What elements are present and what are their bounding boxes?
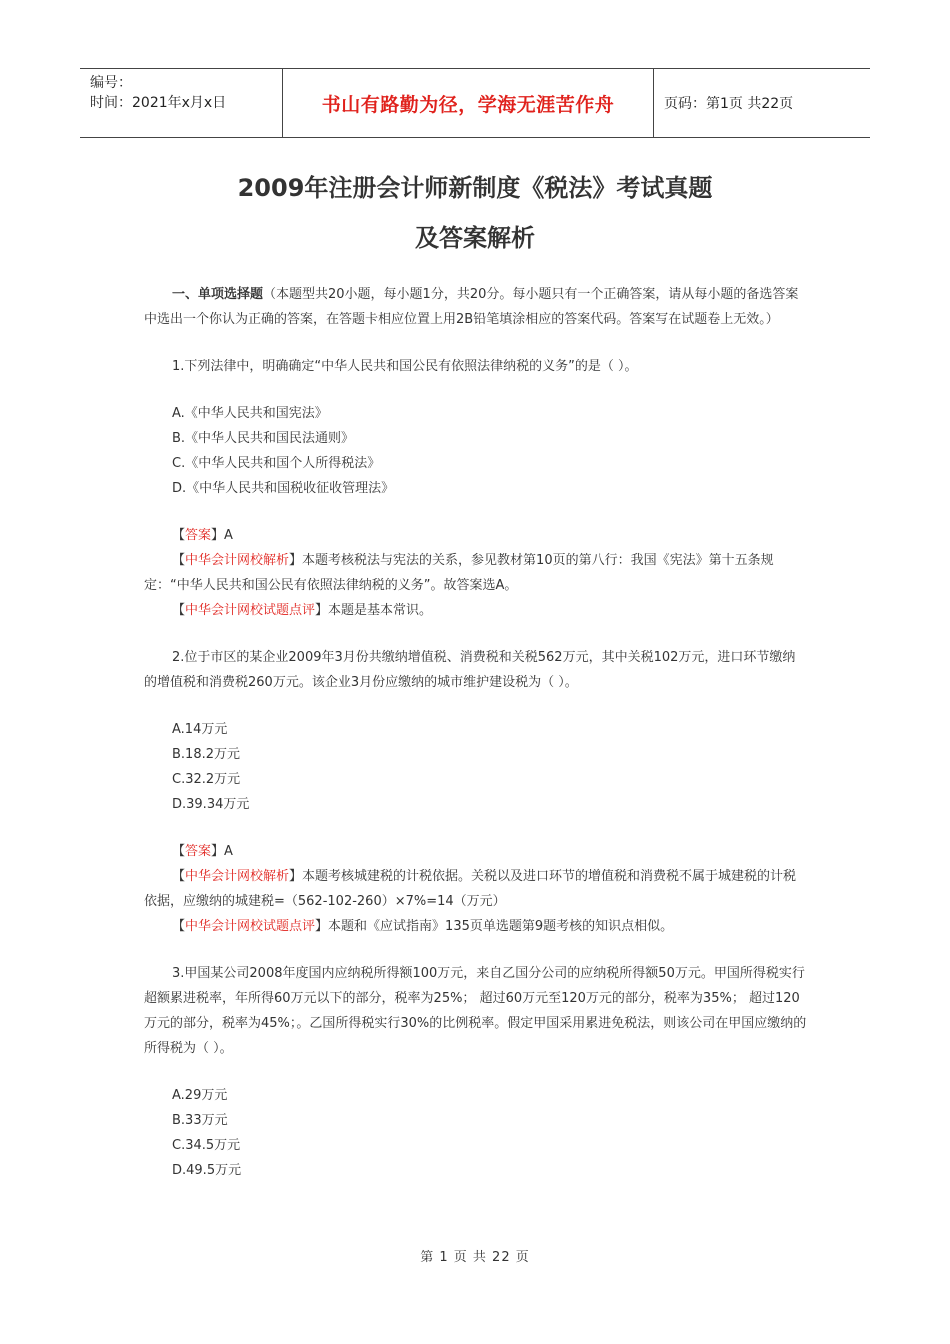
number-label: 编号： (90, 75, 132, 91)
header-page-info (654, 69, 870, 137)
question-2-option-d: D.39.34万元 (172, 797, 250, 812)
question-1-answer: 【答案】A (172, 528, 233, 543)
answer-value: A (224, 844, 233, 859)
question-1-analysis: 【中华会计网校解析】本题考核税法与宪法的关系，参见教材第10页的第八行：我国《宪法》第十五条规定：“中华人民共和国公民有依照法律纳税的义务”。故答案选A。 (144, 553, 774, 593)
intro-text-rest: 题的备选答案中选出一个你认为正确的答案，在答题卡相应位置上用2B铅笔填涂相应的答案代码。答案写在试题卷上无效。） (144, 287, 799, 327)
question-1-option-a: A.《中华人民共和国宪法》 (172, 406, 328, 421)
answer-value: A (224, 528, 233, 543)
analysis-text: 本题考核城建税的计税依据。关税以及进口环节的增值税和消费税不属于城建税的计税依据，应缴纳的城建税=（562-102-260）×7%=14（万元） (144, 869, 797, 909)
question-1-option-c: C.《中华人民共和国个人所得税法》 (172, 456, 381, 471)
question-2-option-a: A.14万元 (172, 722, 228, 737)
question-2-option-b: B.18.2万元 (172, 747, 240, 762)
question-3-option-d: D.49.5万元 (172, 1163, 242, 1178)
question-2-analysis: 【中华会计网校解析】本题考核城建税的计税依据。关税以及进口环节的增值税和消费税不属于城建税的计税依据，应缴纳的城建税=（562-102-260）×7%=14（万元） (144, 869, 797, 909)
document-body (144, 282, 808, 1183)
question-2-answer: 【答案】A (172, 844, 233, 859)
intro-text-first: （本题型共20小题，每小题1分，共20分。每小题只有一个正确答案，请从每小 (263, 287, 721, 302)
comment-text: 本题是基本常识。 (328, 603, 433, 618)
document-title: 2009年注册会计师新制度《税法》考试真题 (237, 174, 713, 202)
header-motto-cell (282, 69, 654, 137)
question-1-option-b: B.《中华人民共和国民法通则》 (172, 431, 355, 446)
question-3-stem: 3.甲国某公司2008年度国内应纳税所得额100万元，来自乙国分公司的应纳税所得额50万元。甲国所得税实行超额累进税率，年所得60万元以下的部分，税率为25%； 超过60万元至120万元的部分，税率为35%； 超过120万元的部分，税率为45%；。乙国所得税实行30%的比例税率。假定甲国采用累进免税法，则该公司在甲国应缴纳的所得税为（ ）。 (144, 966, 807, 1056)
section-intro (144, 282, 808, 332)
time-label: 时间：2021年x月x日 (90, 95, 227, 111)
answer-tag: 答案 (185, 528, 212, 543)
section-heading: 一、单项选择题 (172, 287, 264, 302)
page-footer: 第 1 页 共 22 页 (420, 1250, 530, 1265)
header-meta (80, 69, 282, 137)
motto: 书山有路勤为径，学海无涯苦作舟 (321, 93, 615, 116)
question-1-stem: 1.下列法律中，明确确定“中华人民共和国公民有依照法律纳税的义务”的是（ ）。 (172, 359, 638, 374)
answer-tag: 答案 (185, 844, 212, 859)
analysis-tag: 中华会计网校解析 (185, 553, 290, 568)
comment-tag: 中华会计网校试题点评 (185, 919, 316, 934)
question-2-option-c: C.32.2万元 (172, 772, 241, 787)
question-1-option-d: D.《中华人民共和国税收征收管理法》 (172, 481, 395, 496)
document-header (80, 68, 870, 138)
page-info: 页码：第1页 共22页 (664, 96, 794, 112)
question-2-comment: 【中华会计网校试题点评】本题和《应试指南》135页单选题第9题考核的知识点相似。 (172, 919, 674, 934)
analysis-tag: 中华会计网校解析 (185, 869, 290, 884)
question-2-stem: 2.位于市区的某企业2009年3月份共缴纳增值税、消费税和关税562万元，其中关税102万元，进口环节缴纳的增值税和消费税260万元。该企业3月份应缴纳的城市维护建设税为（ ）。 (144, 650, 796, 690)
question-3-option-a: A.29万元 (172, 1088, 228, 1103)
question-1-comment: 【中华会计网校试题点评】本题是基本常识。 (172, 603, 433, 618)
comment-tag: 中华会计网校试题点评 (185, 603, 316, 618)
comment-text: 本题和《应试指南》135页单选题第9题考核的知识点相似。 (328, 919, 674, 934)
question-3-option-b: B.33万元 (172, 1113, 228, 1128)
analysis-text: 本题考核税法与宪法的关系，参见教材第10页的第八行：我国《宪法》第十五条规定：“中华人民共和国公民有依照法律纳税的义务”。故答案选A。 (144, 553, 774, 593)
document-subtitle: 及答案解析 (415, 224, 535, 252)
question-3-option-c: C.34.5万元 (172, 1138, 241, 1153)
